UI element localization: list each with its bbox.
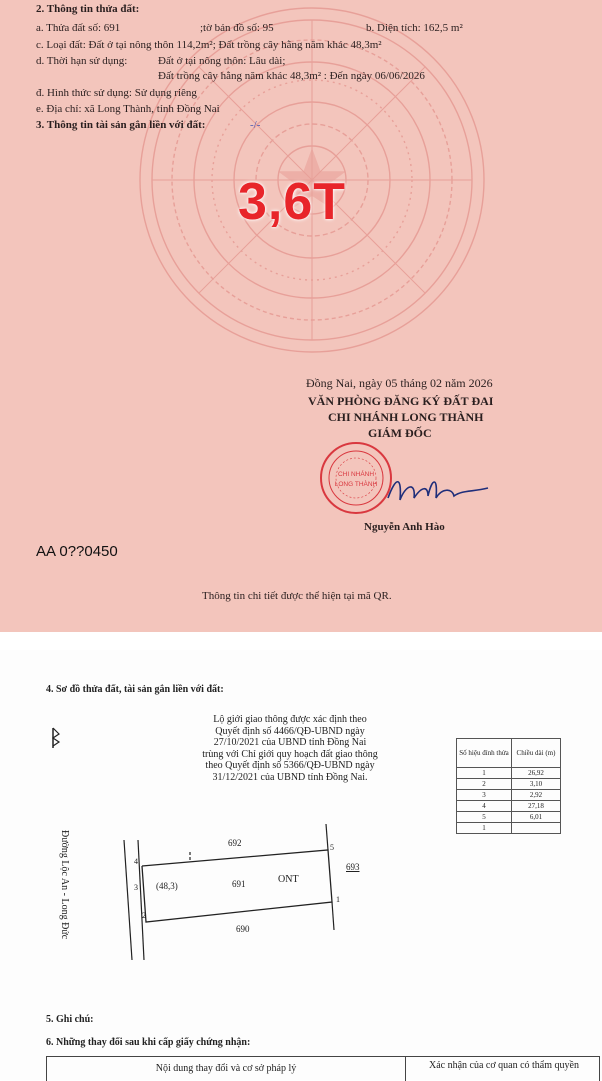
note-line: 27/10/2021 của UBND tỉnh Đồng Nai	[213, 737, 367, 748]
table-row	[457, 801, 561, 812]
table-cell: 3	[457, 790, 512, 801]
table-cell: 2	[457, 779, 512, 790]
land-type: c. Loại đất: Đất ở tại nông thôn 114,2m²; Đất trồng cây hằng năm khác 48,3m²	[36, 39, 382, 51]
note-line: 31/12/2021 của UBND tỉnh Đồng Nai.	[212, 771, 368, 783]
signer-name: Nguyễn Anh Hào	[364, 521, 445, 533]
director-title: GIÁM ĐỐC	[368, 426, 432, 440]
address: e. Địa chỉ: xã Long Thành, tỉnh Đồng Nai	[36, 103, 220, 115]
map-sheet: ;tờ bản đồ số: 95	[200, 22, 274, 34]
table-cell: 27,18	[512, 801, 561, 812]
term-label: d. Thời hạn sử dụng:	[36, 55, 128, 67]
parcel-number: a. Thửa đất số: 691	[36, 22, 121, 34]
table-row	[457, 823, 561, 834]
table-row	[457, 768, 561, 779]
serial-number: AA 0??0450	[36, 543, 118, 560]
table-cell: 3,10	[512, 779, 561, 790]
vertex-label: 4	[134, 857, 138, 866]
table-header-length: Chiều dài (m)	[512, 739, 561, 768]
note-line: Quyết định số 4466/QĐ-UBND ngày	[215, 725, 365, 737]
neighbor-north: 692	[228, 838, 242, 848]
table-row	[457, 790, 561, 801]
changes-col-content	[47, 1057, 406, 1081]
note-line: theo Quyết định số 5366/QĐ-UBND ngày	[205, 760, 375, 771]
col-content-header: Nội dung thay đổi và cơ sở pháp lý	[155, 1063, 297, 1074]
table-row	[457, 779, 561, 790]
issue-date: Đồng Nai, ngày 05 tháng 02 năm 2026	[306, 376, 493, 390]
section6-title: 6. Những thay đổi sau khi cấp giấy chứng nhận:	[46, 1037, 251, 1048]
neighbor-east: 693	[346, 862, 360, 872]
office-name: VĂN PHÒNG ĐĂNG KÝ ĐẤT ĐAI	[308, 394, 494, 408]
price-overlay: 3,6T	[238, 173, 347, 231]
table-cell: 1	[457, 768, 512, 779]
stamp-text-2: LONG THÀNH	[334, 481, 378, 488]
table-cell: 1	[457, 823, 512, 834]
changes-table	[46, 1056, 600, 1081]
vertex-label: 3	[134, 883, 138, 892]
section3-value: -/-	[250, 119, 261, 131]
land-use-code: ONT	[278, 874, 299, 885]
qr-note: Thông tin chi tiết được thể hiện tại mã QR.	[202, 590, 392, 602]
section2-title: 2. Thông tin thửa đất:	[36, 3, 140, 15]
parcel-number-label: 691	[232, 879, 246, 889]
road-name-text: Đường Lộc An - Long Đức	[59, 830, 70, 940]
vertex-label: 5	[330, 843, 334, 852]
vertex-label: 1	[336, 895, 340, 904]
term-line-1: Đất ở tại nông thôn: Lâu dài;	[158, 55, 286, 67]
office-branch: CHI NHÁNH LONG THÀNH	[328, 410, 484, 424]
col-confirm-header: Xác nhận của cơ quan có thẩm quyền	[429, 1060, 579, 1071]
term-line-2: Đất trồng cây hằng năm khác 48,3m² : Đến ngày 06/06/2026	[158, 70, 425, 82]
page-separator	[0, 632, 602, 650]
table-row	[457, 812, 561, 823]
segment-length-table	[456, 738, 561, 834]
road-name	[47, 830, 70, 1049]
table-cell: 6,01	[512, 812, 561, 823]
table-header-vertex: Số hiệu đỉnh thửa	[457, 739, 512, 768]
stamp-text-1: CHI NHÁNH	[337, 471, 375, 478]
table-cell: 26,92	[512, 768, 561, 779]
table-cell: 5	[457, 812, 512, 823]
section3-title: 3. Thông tin tài sản gắn liền với đất:	[36, 119, 206, 131]
table-cell: 2,92	[512, 790, 561, 801]
table-cell	[512, 823, 561, 834]
vertex-label: 2	[142, 911, 146, 920]
parcel-area: b. Diện tích: 162,5 m²	[366, 22, 463, 34]
north-arrow-icon	[48, 726, 62, 750]
director-signature	[382, 470, 492, 510]
section5-title: 5. Ghi chú:	[46, 1014, 94, 1025]
road-boundary-note	[180, 714, 400, 783]
usage-form: đ. Hình thức sử dụng: Sử dụng riêng	[36, 87, 197, 99]
table-cell: 4	[457, 801, 512, 812]
section4-title: 4. Sơ đồ thửa đất, tài sản gắn liền với đất:	[46, 684, 224, 695]
road-area-label: (48,3)	[156, 881, 178, 891]
neighbor-south: 690	[236, 924, 250, 934]
note-line: trùng với Chỉ giới quy hoạch đất giao thông	[202, 748, 378, 760]
note-line: Lộ giới giao thông được xác định theo	[213, 714, 367, 725]
